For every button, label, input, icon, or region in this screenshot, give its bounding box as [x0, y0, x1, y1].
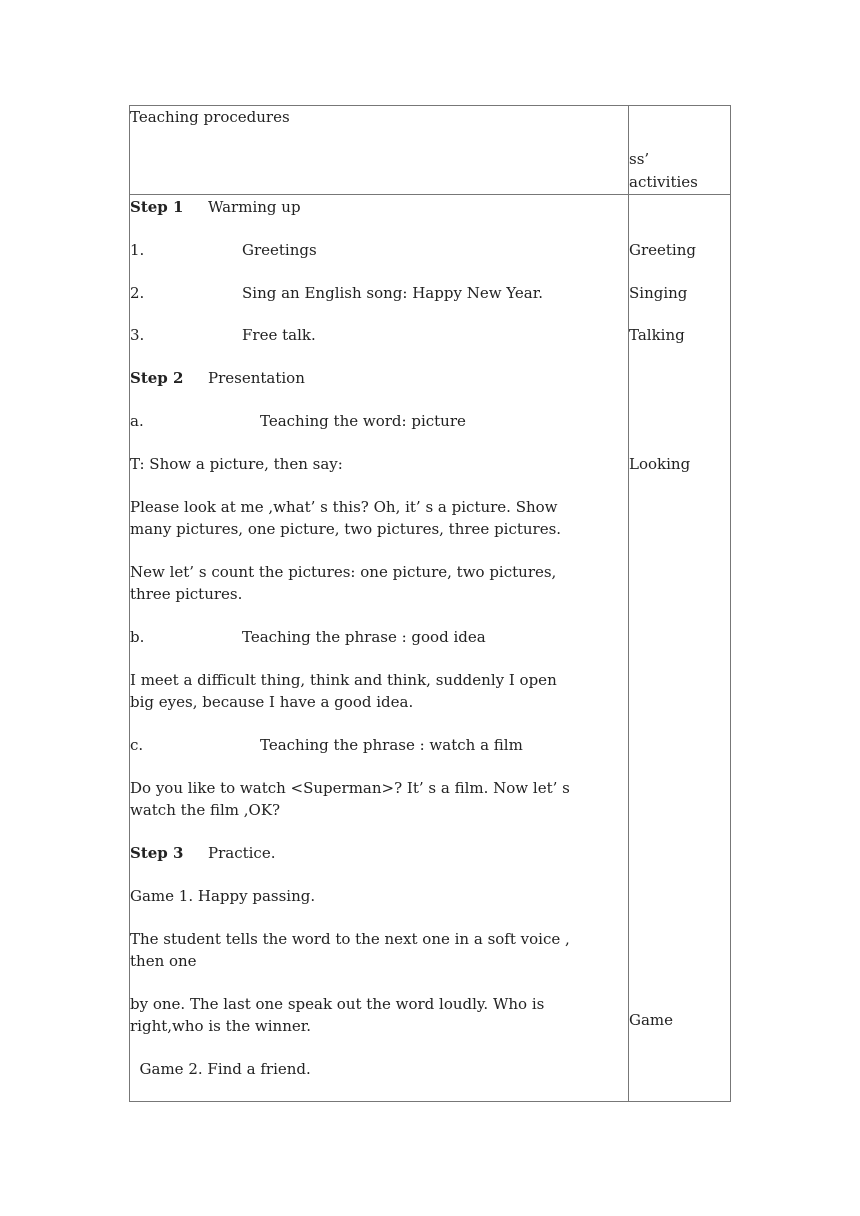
step2-title: Presentation	[208, 369, 305, 387]
step1-item2-num: 2.	[130, 284, 145, 302]
step1-label: Step 1	[130, 198, 184, 216]
step1-item3-activity: Talking	[629, 326, 685, 344]
step1-item1-activity: Greeting	[629, 241, 696, 259]
step3-game2: Game 2. Find a friend.	[130, 1060, 311, 1078]
step1-title: Warming up	[208, 198, 301, 216]
step2-a-text: Teaching the word: picture	[260, 412, 466, 430]
step3-p6-line1: by one. The last one speak out the word loudly. Who is	[130, 995, 545, 1013]
step1-item3-num: 3.	[130, 326, 145, 344]
step2-c-text: Teaching the phrase : watch a film	[260, 736, 523, 754]
step3-game-activity: Game	[629, 1011, 674, 1029]
step2-looking-activity: Looking	[629, 455, 691, 473]
step2-c-num: c.	[130, 736, 144, 754]
step2-p4-line2: watch the film ,OK?	[130, 801, 281, 819]
step1-item3-text: Free talk.	[242, 326, 316, 344]
step2-p3-line2: big eyes, because I have a good idea.	[130, 693, 414, 711]
step1-item1-text: Greetings	[242, 241, 317, 259]
step3-label: Step 3	[130, 844, 184, 862]
step2-p2-line1: New let’ s count the pictures: one picture, two pictures,	[130, 563, 557, 581]
step3-p5-line2: then one	[130, 952, 197, 970]
header-ss: ss’	[629, 150, 650, 168]
step3-p6-line2: right,who is the winner.	[130, 1017, 312, 1035]
step2-p4-line1: Do you like to watch <Superman>? It’ s a film. Now let’ s	[130, 779, 570, 797]
header-activities: activities	[629, 173, 698, 191]
step3-title: Practice.	[208, 844, 276, 862]
step2-a-num: a.	[130, 412, 144, 430]
step2-p2-line2: three pictures.	[130, 585, 243, 603]
step1-item2-text: Sing an English song: Happy New Year.	[242, 284, 544, 302]
step1-item2-activity: Singing	[629, 284, 688, 302]
step3-game1: Game 1. Happy passing.	[130, 887, 316, 905]
step3-p5-line1: The student tells the word to the next one in a soft voice ,	[130, 930, 570, 948]
step2-b-num: b.	[130, 628, 145, 646]
step2-b-text: Teaching the phrase : good idea	[242, 628, 486, 646]
step1-item1-num: 1.	[130, 241, 145, 259]
step2-p1-line2: many pictures, one picture, two pictures, three pictures.	[130, 520, 562, 538]
step2-p3-line1: I meet a difficult thing, think and think, suddenly I open	[130, 671, 557, 689]
step2-label: Step 2	[130, 369, 184, 387]
header-teaching-procedures: Teaching procedures	[130, 108, 290, 126]
step2-t-line: T: Show a picture, then say:	[130, 455, 343, 473]
step2-p1-line1: Please look at me ,what’ s this? Oh, it’ s a picture. Show	[130, 498, 558, 516]
